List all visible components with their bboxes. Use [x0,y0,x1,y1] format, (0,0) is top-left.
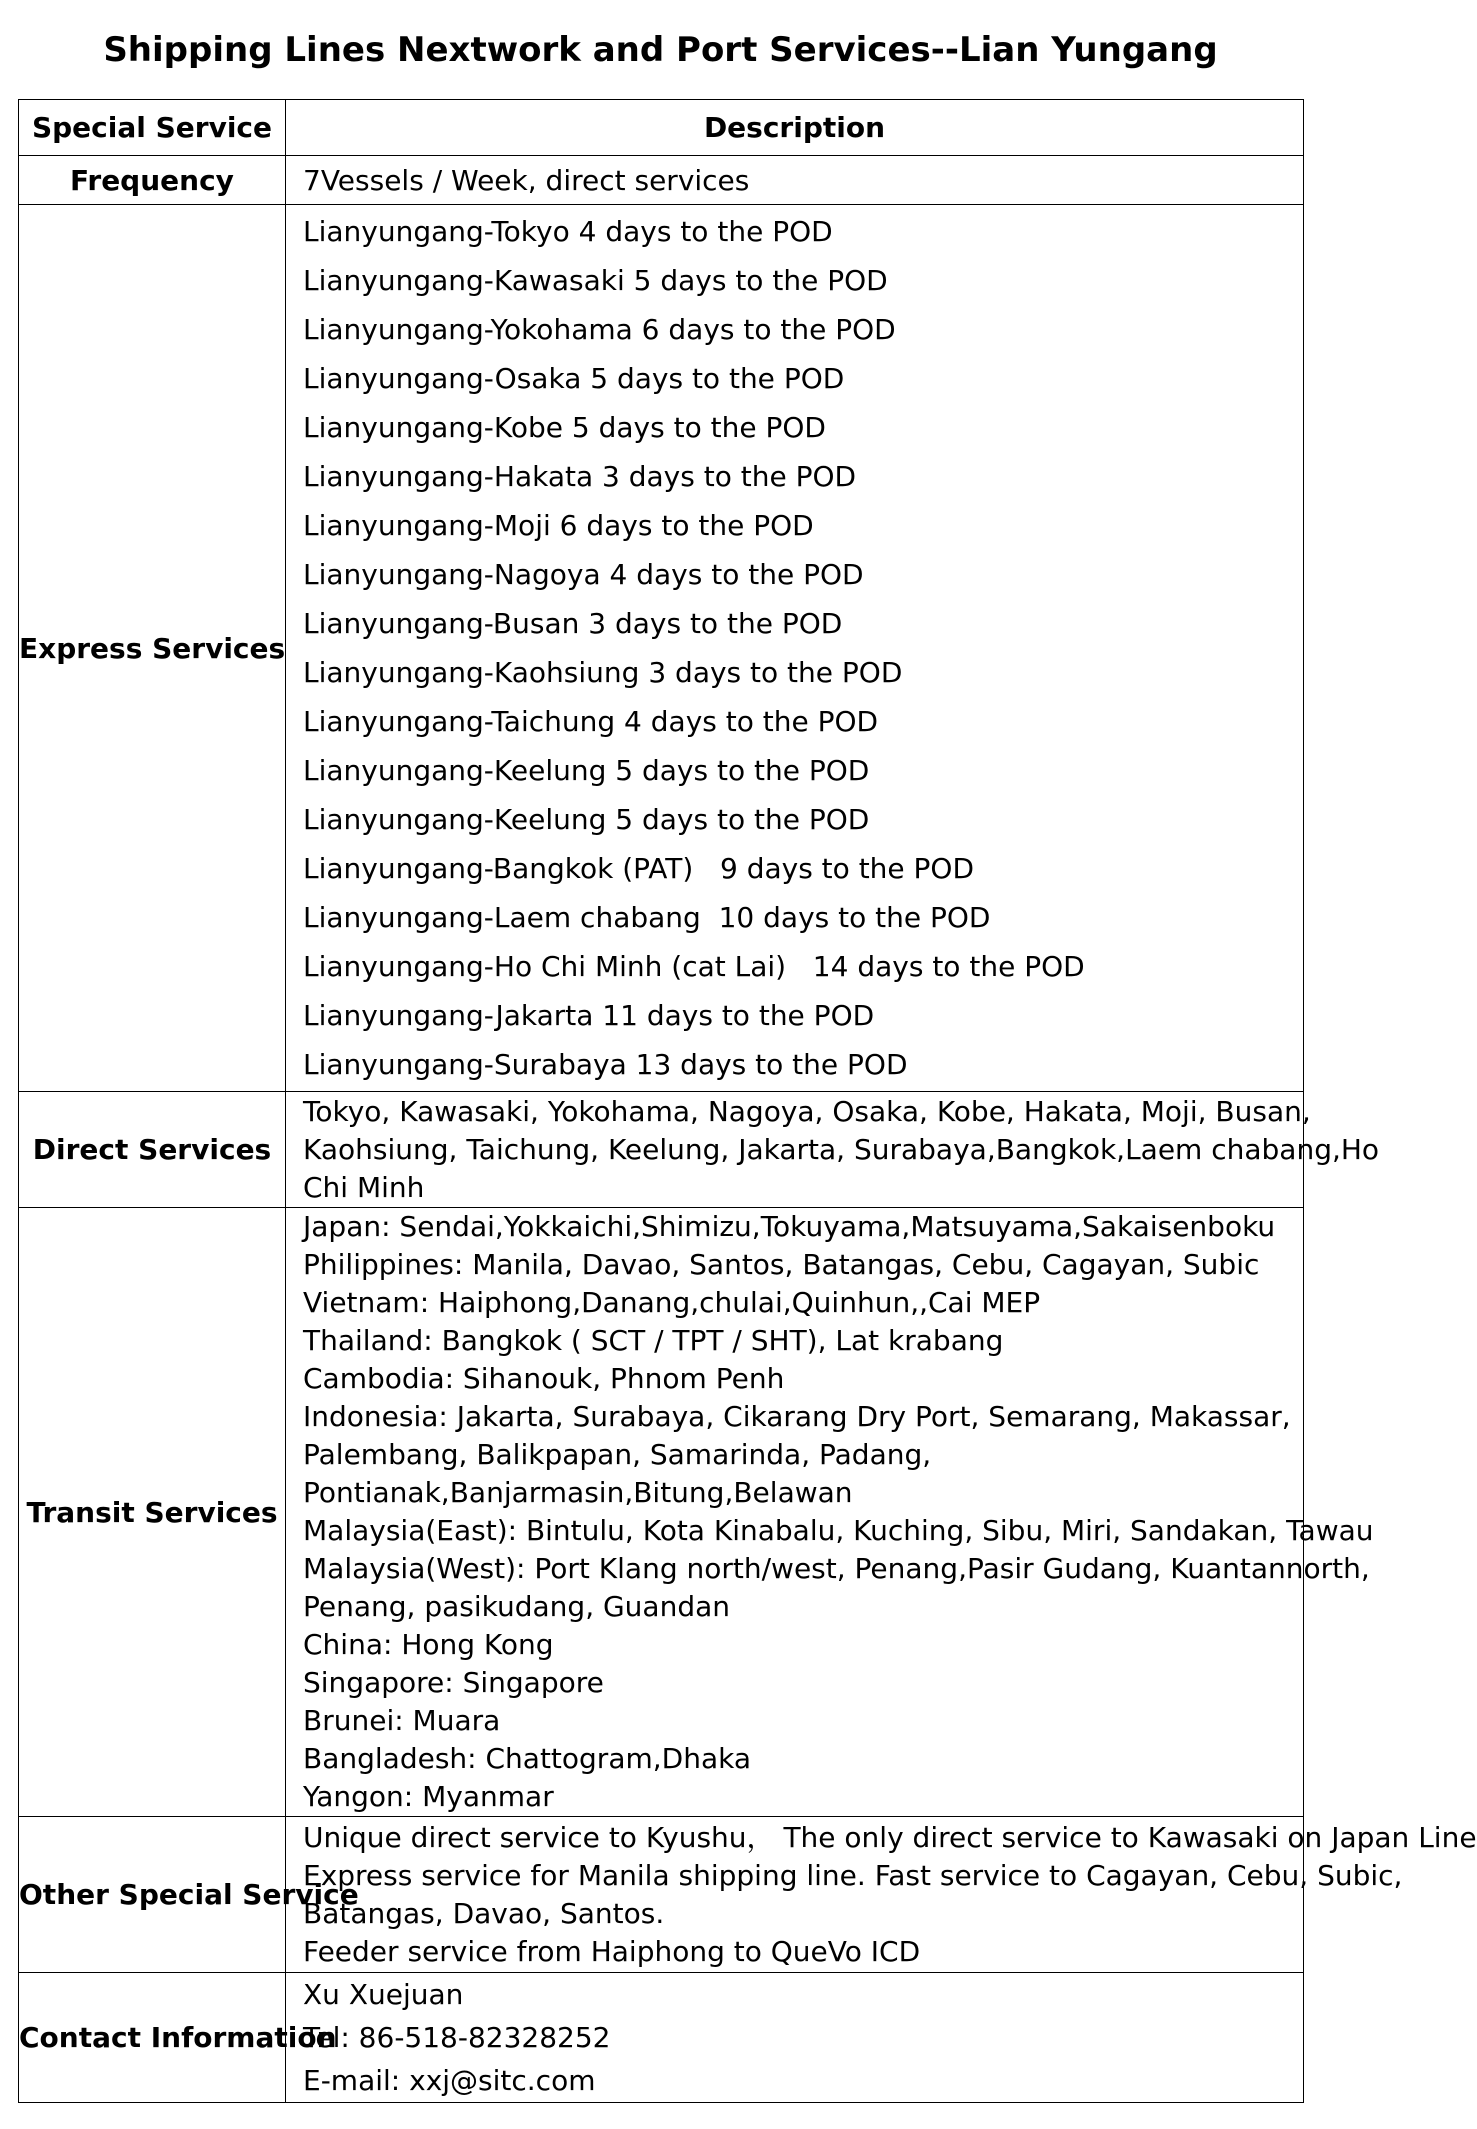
transit-line: Vietnam: Haiphong,Danang,chulai,Quinhun,,Cai MEP [303,1286,1041,1319]
transit-line: Singapore: Singapore [303,1666,604,1699]
route-item: Lianyungang-Nagoya 4 days to the POD [303,558,864,591]
transit-line: Malaysia(East): Bintulu, Kota Kinabalu, Kuching, Sibu, Miri, Sandakan, Tawau [303,1514,1374,1547]
express-label: Express Services [19,205,286,1092]
frequency-row [19,156,1304,205]
header-description: Description [286,100,1304,156]
transit-line: Bangladesh: Chattogram,Dhaka [303,1742,751,1775]
direct-label: Direct Services [19,1092,286,1208]
transit-line: Japan: Sendai,Yokkaichi,Shimizu,Tokuyama,Matsuyama,Sakaisenboku [303,1210,1276,1243]
transit-ports [286,1208,1374,1817]
route-item: Lianyungang-Tokyo 4 days to the POD [303,215,833,248]
transit-row [19,1208,1304,1817]
other-line: Batangas, Davao, Santos. [303,1896,665,1930]
route-item: Lianyungang-Jakarta 11 days to the POD [303,999,875,1032]
route-item: Lianyungang-Osaka 5 days to the POD [303,362,845,395]
direct-line: Tokyo, Kawasaki, Yokohama, Nagoya, Osaka, Kobe, Hakata, Moji, Busan, [303,1094,1311,1128]
route-item: Lianyungang-Bangkok (PAT) 9 days to the POD [303,852,975,885]
contact-row [19,1973,1304,2103]
header-row [19,100,1304,156]
route-item: Lianyungang-Keelung 5 days to the POD [303,803,870,836]
contact-label: Contact Information [19,1973,286,2103]
transit-label: Transit Services [19,1208,286,1817]
contact-phone: Tel: 86-518-82328252 [303,2021,611,2054]
route-item: Lianyungang-Busan 3 days to the POD [303,607,843,640]
route-item: Lianyungang-Kobe 5 days to the POD [303,411,826,444]
service-table [18,99,1477,2103]
other-line: Feeder service from Haiphong to QueVo ICD [303,1934,921,1968]
other-row [19,1817,1304,1973]
express-routes [286,205,1304,1092]
transit-line: Thailand: Bangkok ( SCT / TPT / SHT), Lat krabang [303,1324,1004,1357]
frequency-value: 7Vessels / Week, direct services [286,156,1304,205]
route-item: Lianyungang-Surabaya 13 days to the POD [303,1048,908,1081]
transit-line: Indonesia: Jakarta, Surabaya, Cikarang Dry Port, Semarang, Makassar, [303,1400,1291,1433]
other-services [286,1817,1477,1973]
transit-line: Palembang, Balikpapan, Samarinda, Padang, [303,1438,932,1471]
express-row [19,205,1304,1092]
direct-ports [286,1092,1380,1208]
route-item: Lianyungang-Yokohama 6 days to the POD [303,313,896,346]
header-special-service: Special Service [19,100,286,156]
transit-line: Philippines: Manila, Davao, Santos, Batangas, Cebu, Cagayan, Subic [303,1248,1260,1281]
route-item: Lianyungang-Kaohsiung 3 days to the POD [303,656,903,689]
transit-line: China: Hong Kong [303,1628,554,1661]
other-line: Express service for Manila shipping line. Fast service to Cagayan, Cebu, Subic, [303,1858,1403,1892]
route-item: Lianyungang-Keelung 5 days to the POD [303,754,870,787]
route-item: Lianyungang-Hakata 3 days to the POD [303,460,857,493]
route-item: Lianyungang-Ho Chi Minh (cat Lai) 14 days to the POD [303,950,1085,983]
page-title: Shipping Lines Nextwork and Port Services--Lian Yungang [103,30,1218,70]
route-item: Lianyungang-Taichung 4 days to the POD [303,705,879,738]
contact-name: Xu Xuejuan [303,1978,464,2011]
direct-row [19,1092,1304,1208]
transit-line: Penang, pasikudang, Guandan [303,1590,731,1623]
other-label: Other Special Service [19,1817,286,1973]
transit-line: Cambodia: Sihanouk, Phnom Penh [303,1362,785,1395]
direct-line: Chi Minh [303,1170,425,1204]
transit-line: Malaysia(West): Port Klang north/west, Penang,Pasir Gudang, Kuantannorth, [303,1552,1370,1585]
transit-line: Brunei: Muara [303,1704,501,1737]
transit-line: Yangon: Myanmar [303,1780,554,1813]
contact-details [286,1973,1304,2103]
route-item: Lianyungang-Kawasaki 5 days to the POD [303,264,888,297]
other-line: Unique direct service to Kyushu， The only direct service to Kawasaki on Japan Line [303,1820,1477,1854]
contact-email: E-mail: xxj@sitc.com [303,2064,596,2097]
frequency-label: Frequency [19,156,286,205]
transit-line: Pontianak,Banjarmasin,Bitung,Belawan [303,1476,853,1509]
route-item: Lianyungang-Laem chabang 10 days to the POD [303,901,991,934]
direct-line: Kaohsiung, Taichung, Keelung, Jakarta, Surabaya,Bangkok,Laem chabang,Ho [303,1132,1380,1166]
route-item: Lianyungang-Moji 6 days to the POD [303,509,814,542]
